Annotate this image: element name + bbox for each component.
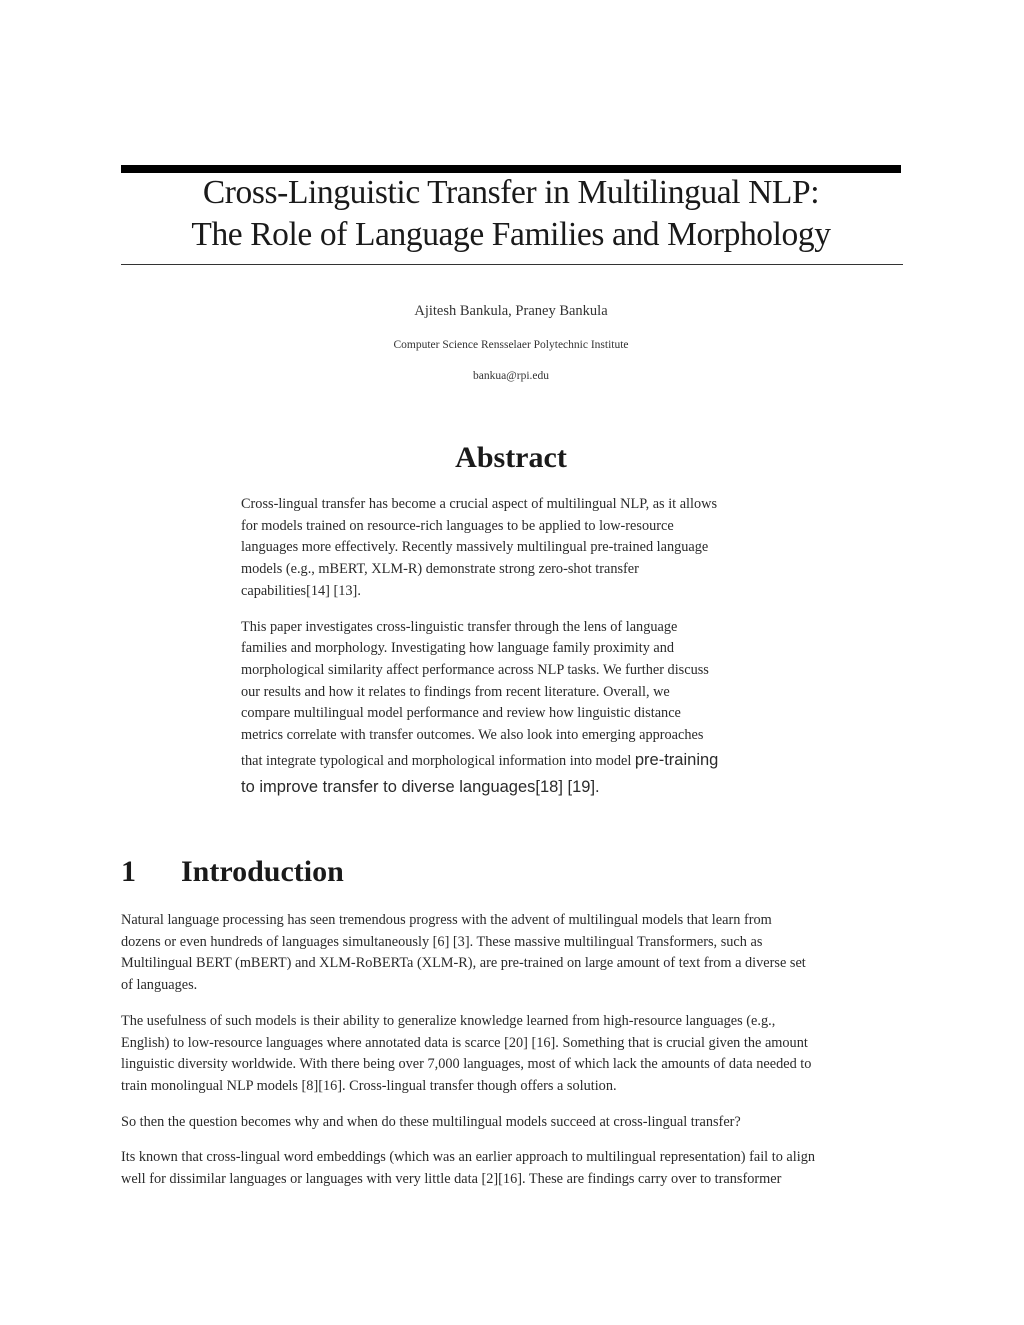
text-line: linguistic diversity worldwide. With there being over 7,000 languages, most of which lack the amounts of data needed to — [121, 1056, 812, 1073]
body-paragraph — [121, 1147, 906, 1190]
text-line: compare multilingual model performance and review how linguistic distance — [241, 705, 681, 722]
body-paragraph — [121, 1112, 906, 1134]
text-line: morphological similarity affect performance across NLP tasks. We further discuss — [241, 661, 709, 678]
text-line: train monolingual NLP models [8][16]. Cross-lingual transfer though offers a solution. — [121, 1077, 617, 1094]
text-line — [241, 747, 783, 774]
abstract-paragraph-2 — [241, 617, 783, 800]
text-line: to improve transfer to diverse languages[18] [19]. — [241, 777, 600, 796]
body-paragraph — [121, 1011, 906, 1098]
text-fragment-large: pre-training — [634, 750, 719, 769]
text-line: languages more effectively. Recently massively multilingual pre-trained language — [241, 539, 709, 556]
text-line: capabilities[14] [13]. — [241, 582, 361, 599]
section-number: 1 — [121, 855, 136, 888]
author-list: Ajitesh Bankula, Praney Bankula — [414, 303, 608, 319]
author-affiliation: Computer Science Rensselaer Polytechnic Institute — [393, 339, 629, 351]
text-line: Multilingual BERT (mBERT) and XLM-RoBERTa (XLM-R), are pre-trained on large amount of text from a diverse set — [121, 955, 806, 972]
text-line: Natural language processing has seen tremendous progress with the advent of multilingual models that learn from — [121, 912, 772, 928]
title-bottom-rule — [121, 264, 903, 265]
text-line: English) to low-resource languages where annotated data is scarce [20] [16]. Something that is crucial given the amount — [121, 1034, 808, 1051]
text-fragment: that integrate typological and morphological information into model — [241, 752, 635, 769]
abstract-body — [241, 494, 783, 800]
text-line: So then the question becomes why and when do these multilingual models succeed at cross-lingual transfer? — [121, 1113, 741, 1130]
text-line: dozens or even hundreds of languages simultaneously [6] [3]. These massive multilingual Transformers, such as — [121, 933, 763, 950]
body-paragraph — [121, 910, 906, 997]
author-email: bankua@rpi.edu — [472, 370, 550, 382]
abstract-paragraph-1 — [241, 494, 783, 603]
section-title: Introduction — [181, 855, 344, 888]
text-line: families and morphology. Investigating how language family proximity and — [241, 640, 675, 657]
text-line: The usefulness of such models is their ability to generalize knowledge learned from high-resource languages (e.g., — [121, 1012, 776, 1029]
text-line: of languages. — [121, 977, 198, 994]
text-line: our results and how it relates to findings from recent literature. Overall, we — [241, 683, 670, 700]
text-line: metrics correlate with transfer outcomes. We also look into emerging approaches — [241, 727, 704, 744]
section-heading-introduction — [121, 852, 901, 892]
text-line: This paper investigates cross-linguistic transfer through the lens of language — [241, 618, 678, 635]
paper-title-line-1: Cross-Linguistic Transfer in Multilingual NLP: — [202, 174, 820, 211]
text-line: models (e.g., mBERT, XLM-R) demonstrate strong zero-shot transfer — [241, 561, 639, 578]
abstract-heading: Abstract — [455, 441, 567, 474]
paper-title-line-2: The Role of Language Families and Morphology — [191, 216, 831, 253]
text-line: for models trained on resource-rich languages to be applied to low-resource — [241, 517, 674, 534]
text-line: Its known that cross-lingual word embeddings (which was an earlier approach to multilingual representation) fail to align — [121, 1149, 815, 1166]
introduction-body — [121, 910, 906, 1205]
paper-title — [121, 172, 901, 256]
text-line: well for dissimilar languages or languages with very little data [2][16]. These are findings carry over to transformer — [121, 1171, 782, 1188]
text-line: Cross-lingual transfer has become a crucial aspect of multilingual NLP, as it allows — [241, 496, 718, 512]
